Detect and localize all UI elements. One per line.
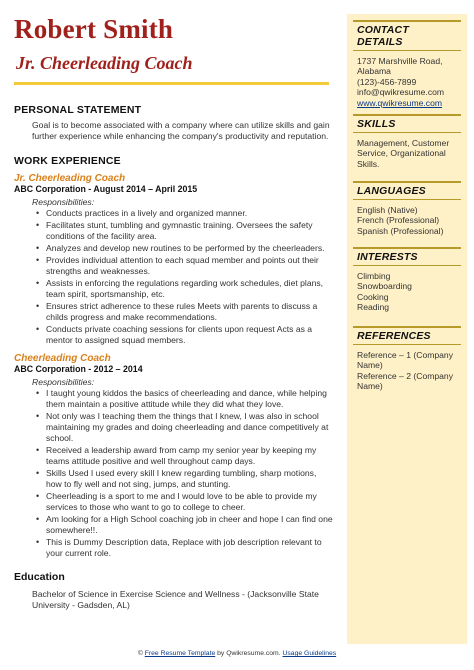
footer-text: by Qwikresume.com. (217, 650, 281, 657)
education-heading: Education (14, 571, 65, 583)
list-item: • I taught young kiddos the basics of cheerleading and dance, while helping them maintain a positive attitude while they did what they love. (36, 388, 334, 410)
responsibilities-list (14, 208, 334, 346)
job-company: ABC Corporation - (14, 184, 92, 194)
list-item: • Conducts private coaching sessions for clients upon request Acts as a mentor to assigned squad members. (36, 324, 334, 346)
job-company: ABC Corporation - (14, 364, 92, 374)
list-item: • Ensures strict adherence to these rules Meets with parents to discuss a childs progress and make recommendations. (36, 301, 334, 323)
list-item: Cooking (357, 291, 389, 302)
skills-section (347, 114, 467, 169)
job-role: Jr. Cheerleading Coach (14, 173, 126, 184)
list-item: • Cheerleading is a sport to me and I would love to be able to provide my services to those who want to go to college to cheer. (36, 491, 334, 513)
main-column (14, 104, 334, 611)
job-entry (14, 173, 334, 346)
list-item: • Received a leadership award from camp my senior year by keeping my teams attitude positive and well throughout camp days. (36, 445, 334, 467)
list-item: • Facilitates stunt, tumbling and gymnastic training. Oversees the safety conditions of the facility area. (36, 220, 334, 242)
languages-list (347, 200, 467, 236)
copyright-symbol: © (137, 650, 143, 657)
contact-phone: (123)-456-7899 (357, 76, 417, 87)
list-item: • Conducts practices in a lively and organized manner. (36, 208, 334, 219)
contact-heading: CONTACT DETAILS (357, 24, 409, 48)
work-experience-heading: WORK EXPERIENCE (14, 155, 121, 167)
references-list (347, 345, 467, 392)
list-item: • Am looking for a High School coaching job in cheer and hope I can find one somewhere!!. (36, 514, 334, 536)
responsibilities-list (14, 388, 334, 559)
job-dates: 2012 – 2014 (93, 364, 143, 374)
free-resume-template-link[interactable]: Free Resume Template (144, 650, 216, 657)
list-item: Climbing (357, 271, 391, 281)
languages-section (347, 181, 467, 236)
interests-list (347, 266, 467, 313)
list-item: Reference – 2 (Company Name) (357, 370, 454, 392)
list-item: Reference – 1 (Company Name) (357, 350, 454, 371)
resume-job-title: Jr. Cheerleading Coach (16, 53, 193, 73)
references-section (347, 326, 467, 392)
contact-email[interactable]: info@qwikresume.com (357, 87, 445, 98)
education-text: Bachelor of Science in Exercise Science and Wellness - (Jacksonville State University - Gadsden, AL) (32, 589, 319, 610)
contact-website-link[interactable]: www.qwikresume.com (357, 97, 443, 108)
contact-address-line: 1737 Marshville Road, (357, 56, 443, 66)
job-company-line (14, 184, 334, 194)
resume-name: Robert Smith (14, 14, 174, 44)
list-item: • Assists in enforcing the regulations regarding work schedules, diet plans, team spirit, sportsmanship, etc. (36, 278, 334, 300)
list-item: • Not only was I teaching them the things that I knew, I was also in school maintaining my grades and doing cheerleading and dance competitively at school. (36, 411, 334, 444)
contact-section (347, 20, 467, 108)
list-item: Snowboarding (357, 281, 412, 292)
list-item: Spanish (Professional) (357, 225, 444, 236)
skills-heading: SKILLS (357, 118, 396, 130)
list-item: French (Professional) (357, 215, 440, 226)
list-item: • Skills Used I used every skill I knew regarding tumbling, sharp motions, how to fly well and not sing, jumps, and stunting. (36, 468, 334, 490)
sidebar (347, 14, 467, 644)
references-heading: REFERENCES (357, 330, 431, 342)
languages-heading: LANGUAGES (357, 185, 426, 197)
job-company-line (14, 364, 334, 374)
personal-statement-heading: PERSONAL STATEMENT (14, 104, 142, 116)
skills-text: Management, Customer Service, Organizational Skills. (357, 138, 450, 169)
job-dates: August 2014 – April 2015 (93, 184, 198, 194)
list-item: Reading (357, 302, 390, 313)
contact-details (347, 51, 467, 108)
footer (0, 650, 474, 657)
interests-heading: INTERESTS (357, 251, 418, 263)
responsibilities-label: Responsibilities: (32, 377, 95, 387)
job-role: Cheerleading Coach (14, 353, 111, 364)
usage-guidelines-link[interactable]: Usage Guidelines (282, 650, 337, 657)
contact-address-line: Alabama (357, 66, 391, 77)
header-divider (14, 82, 329, 85)
interests-section (347, 247, 467, 313)
job-entry (14, 353, 334, 559)
list-item: • Provides individual attention to each squad member and points out their strengths and weaknesses. (36, 255, 334, 277)
responsibilities-label: Responsibilities: (32, 197, 95, 207)
list-item: English (Native) (357, 205, 418, 215)
list-item: • Analyzes and develop new routines to be performed by the cheerleaders. (36, 243, 334, 254)
list-item: • This is Dummy Description data, Replace with job description relevant to your current role. (36, 537, 334, 559)
personal-statement-text: Goal is to become associated with a company where can utilize skills and gain further experience while enhancing the company's productivity and reputation. (32, 120, 330, 141)
